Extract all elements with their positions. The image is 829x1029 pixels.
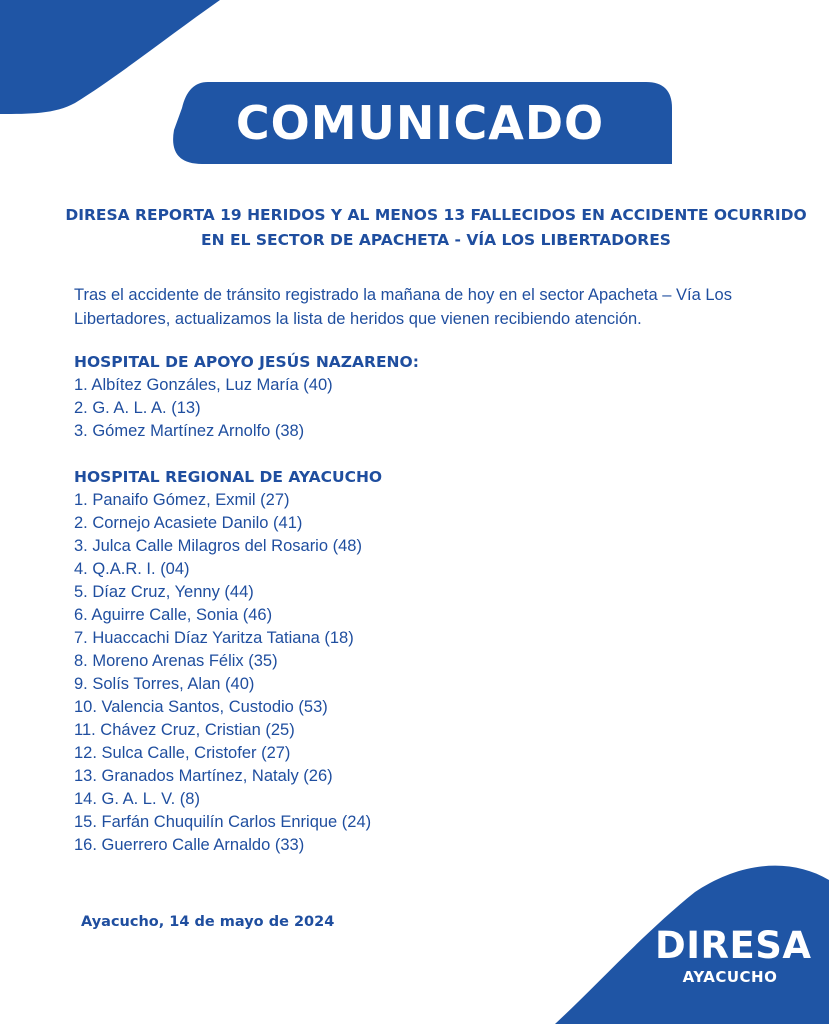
- patient-item: 13. Granados Martínez, Nataly (26): [74, 767, 333, 785]
- headline: [50, 203, 822, 253]
- patient-item: 1. Panaifo Gómez, Exmil (27): [74, 491, 290, 509]
- patient-list: [74, 489, 382, 857]
- patient-item: 2. Cornejo Acasiete Danilo (41): [74, 514, 303, 532]
- patient-item: 3. Gómez Martínez Arnolfo (38): [74, 422, 305, 440]
- hospital-section-regional-ayacucho: [74, 466, 382, 857]
- banner-title: COMUNICADO: [235, 96, 605, 150]
- patient-item: 7. Huaccachi Díaz Yaritza Tatiana (18): [74, 629, 354, 647]
- intro-paragraph: [74, 283, 814, 331]
- headline-line-2: EN EL SECTOR DE APACHETA - VÍA LOS LIBERTADORES: [201, 231, 671, 249]
- patient-item: 9. Solís Torres, Alan (40): [74, 675, 255, 693]
- headline-line-1: DIRESA REPORTA 19 HERIDOS Y AL MENOS 13 FALLECIDOS EN ACCIDENTE OCURRIDO: [65, 206, 807, 224]
- patient-item: 8. Moreno Arenas Félix (35): [74, 652, 278, 670]
- patient-list: [74, 374, 419, 443]
- patient-item: 15. Farfán Chuquilín Carlos Enrique (24): [74, 813, 372, 831]
- intro-line-2: Libertadores, actualizamos la lista de heridos que vienen recibiendo atención.: [74, 310, 642, 328]
- patient-item: 14. G. A. L. V. (8): [74, 790, 200, 808]
- patient-item: 10. Valencia Santos, Custodio (53): [74, 698, 328, 716]
- section-title: HOSPITAL DE APOYO JESÚS NAZARENO:: [74, 353, 419, 371]
- patient-item: 3. Julca Calle Milagros del Rosario (48): [74, 537, 362, 555]
- hospital-section-jesus-nazareno: [74, 351, 419, 443]
- patient-item: 12. Sulca Calle, Cristofer (27): [74, 744, 291, 762]
- patient-item: 2. G. A. L. A. (13): [74, 399, 201, 417]
- patient-item: 5. Díaz Cruz, Yenny (44): [74, 583, 254, 601]
- logo-name: DIRESA: [655, 924, 812, 967]
- title-banner: [168, 82, 672, 164]
- logo-region: AYACUCHO: [682, 968, 778, 986]
- patient-item: 16. Guerrero Calle Arnaldo (33): [74, 836, 305, 854]
- patient-item: 1. Albítez Gonzáles, Luz María (40): [74, 376, 333, 394]
- diresa-logo: [655, 924, 812, 986]
- intro-line-1: Tras el accidente de tránsito registrado la mañana de hoy en el sector Apacheta – Vía Los: [74, 286, 732, 304]
- date-line: Ayacucho, 14 de mayo de 2024: [81, 914, 335, 930]
- patient-item: 6. Aguirre Calle, Sonia (46): [74, 606, 273, 624]
- patient-item: 11. Chávez Cruz, Cristian (25): [74, 721, 295, 739]
- section-title: HOSPITAL REGIONAL DE AYACUCHO: [74, 468, 383, 486]
- patient-item: 4. Q.A.R. I. (04): [74, 560, 190, 578]
